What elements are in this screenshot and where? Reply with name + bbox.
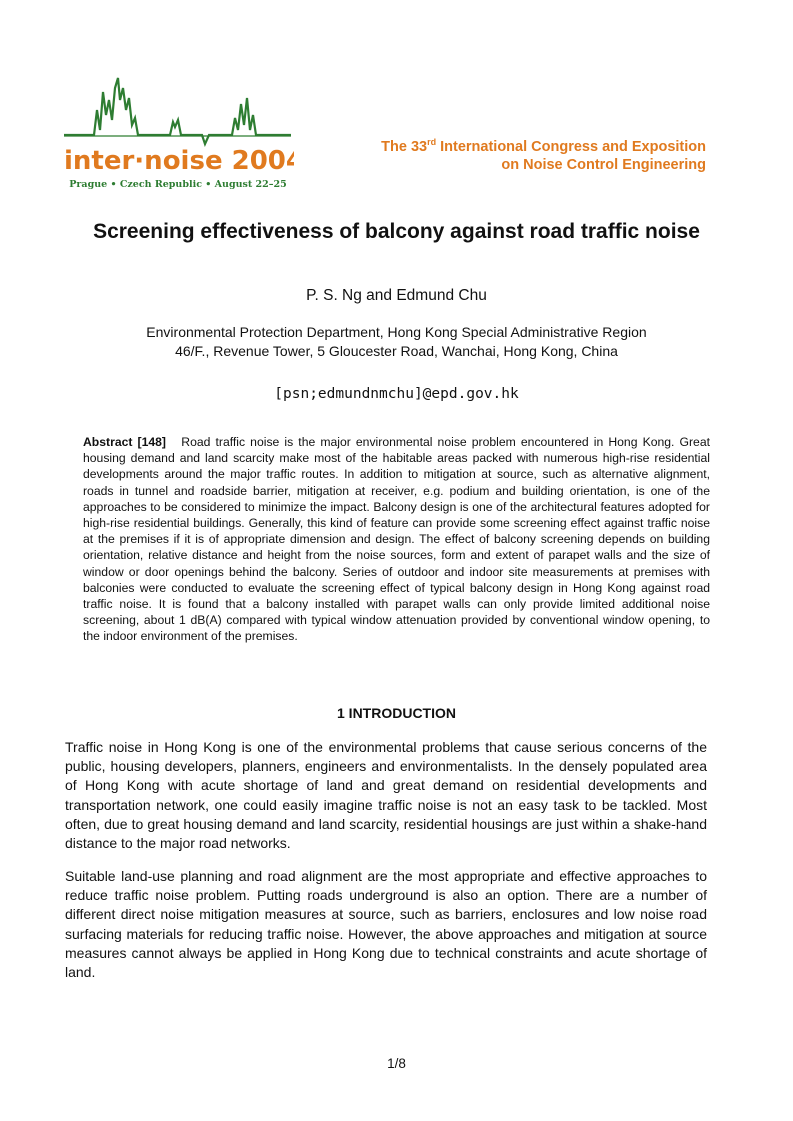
intro-paragraph-2: Suitable land-use planning and road alignment are the most appropriate and effective approaches to reduce traffic noise problem. Putting roads underground is also an option. There are a number of different direct noise mitigation measures at source, such as barriers, enclosures and low noise road surfacing materials for reducing traffic noise. However, the above approaches and mitigation at source measures cannot always be applied in Hong Kong due to technical constraints and acute shortage of land. [65, 868, 707, 981]
abstract-text: Road traffic noise is the major environmental noise problem encountered in Hong Kong. Great housing demand and land scarcity make most of the habitable areas packed with numerous high-rise residential developments around the major traffic routes. In addition to mitigation at source, such as alternative alignment, roads in tunnel and roadside barrier, mitigation at receiver, e.g. podium and building orientation, is one of the approaches to be considered to minimize the impact. Balcony design is one of the architectural features adopted for high-rise residential buildings. Generally, this kind of feature can provide some screening effect against traffic noise at the premises if it is of appropriate dimension and design. The effect of balcony screening depends on building orientation, relative distance and height from the noise sources, form and extent of parapet walls and the size of window or door openings behind the balcony. Series of outdoor and indoor site measurements at premises with balconies were conducted to evaluate the screening effect of typical balcony design in Hong Kong against road traffic noise. It is found that a balcony installed with parapet walls can only provide limited additional noise screening, about 1 dB(A) compared with typical window attenuation provided by conventional window opening, to the indoor environment of the premises. [83, 435, 710, 644]
page-number: 1/8 [387, 1056, 406, 1071]
abstract-label: Abstract [148] [83, 435, 166, 449]
logo-subtitle: Prague • Czech Republic • August 22–25 [69, 179, 287, 190]
congress-line-2: on Noise Control Engineering [501, 157, 706, 173]
congress-ordinal: The 33 [381, 139, 428, 155]
paper-title: Screening effectiveness of balcony against road traffic noise [93, 220, 700, 243]
author-email[interactable]: [psn;edmundnmchu]@epd.gov.hk [274, 386, 519, 402]
affiliation-line-1: Environmental Protection Department, Hong Kong Special Administrative Region [146, 324, 647, 340]
abstract-block [83, 434, 710, 645]
skyline-waveform-icon [62, 70, 294, 195]
affiliation-line-2: 46/F., Revenue Tower, 5 Gloucester Road, Wanchai, Hong Kong, China [175, 343, 618, 359]
congress-name [381, 138, 706, 174]
congress-line-1 [381, 138, 706, 156]
intro-paragraph-1: Traffic noise in Hong Kong is one of the environmental problems that cause serious concerns of the public, housing developers, planners, engineers and environmentalists. In the densely populated area of Hong Kong with acute shortage of land and great demand on residential developments and transportation network, one could easily imagine traffic noise is not an easy task to be tackled. Most often, due to great housing demand and land scarcity, residential housings are just within a shake-hand distance to the major road networks. [65, 739, 707, 852]
author-affiliation [0, 323, 793, 361]
logo-wordmark: inter·noise 2004 [64, 146, 294, 176]
paper-authors: P. S. Ng and Edmund Chu [306, 287, 487, 304]
congress-line-1-text: International Congress and Exposition [436, 139, 706, 155]
congress-ordinal-suffix: rd [427, 137, 437, 147]
section-heading-introduction: 1 INTRODUCTION [337, 705, 456, 721]
conference-logo [62, 70, 294, 195]
